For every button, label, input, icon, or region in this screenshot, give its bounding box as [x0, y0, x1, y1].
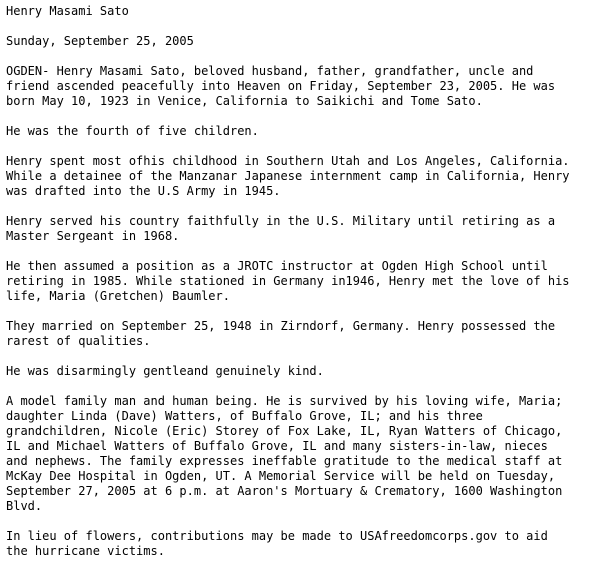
paragraph-line: friend ascended peacefully into Heaven on Friday, September 23, 2005. He was	[6, 79, 556, 93]
paragraph-line: IL and Michael Watters of Buffalo Grove, IL and many sisters-in-law, nieces	[6, 439, 548, 453]
paragraph-line: the hurricane victims.	[6, 544, 165, 558]
paragraph-marriage	[6, 319, 598, 349]
paragraph-jrotc	[6, 259, 598, 304]
paragraph-line: McKay Dee Hospital in Ogden, UT. A Memorial Service will be held on Tuesday,	[6, 469, 556, 483]
paragraph-line: He then assumed a position as a JROTC instructor at Ogden High School until	[6, 259, 548, 273]
paragraph-military	[6, 214, 598, 244]
paragraph-line: rarest of qualities.	[6, 334, 151, 348]
header-name-block	[6, 4, 598, 19]
paragraph-survivors	[6, 394, 598, 514]
paragraph-line: life, Maria (Gretchen) Baumler.	[6, 289, 230, 303]
paragraph-line: retiring in 1985. While stationed in Germany in1946, Henry met the love of his	[6, 274, 570, 288]
paragraph-line: OGDEN- Henry Masami Sato, beloved husband, father, grandfather, uncle and	[6, 64, 534, 78]
obituary-date: Sunday, September 25, 2005	[6, 34, 194, 48]
header-date-block	[6, 34, 598, 49]
paragraph-line: Blvd.	[6, 499, 43, 513]
paragraph-intro	[6, 64, 598, 109]
paragraph-line: Henry spent most ofhis childhood in Southern Utah and Los Angeles, California.	[6, 154, 570, 168]
paragraph-line: and nephews. The family expresses ineffable gratitude to the medical staff at	[6, 454, 563, 468]
paragraph-childhood	[6, 154, 598, 199]
paragraph-line: A model family man and human being. He is survived by his loving wife, Maria;	[6, 394, 563, 408]
paragraph-line: daughter Linda (Dave) Watters, of Buffalo Grove, IL; and his three	[6, 409, 483, 423]
paragraph-kindness	[6, 364, 598, 379]
paragraph-children	[6, 124, 598, 139]
paragraph-line: While a detainee of the Manzanar Japanese internment camp in California, Henry	[6, 169, 570, 183]
paragraph-line: In lieu of flowers, contributions may be made to USAfreedomcorps.gov to aid	[6, 529, 548, 543]
obituary-name: Henry Masami Sato	[6, 4, 129, 18]
paragraph-donations	[6, 529, 598, 559]
paragraph-line: was drafted into the U.S Army in 1945.	[6, 184, 281, 198]
paragraph-line: They married on September 25, 1948 in Zirndorf, Germany. Henry possessed the	[6, 319, 556, 333]
paragraph-line: He was the fourth of five children.	[6, 124, 259, 138]
paragraph-line: born May 10, 1923 in Venice, California to Saikichi and Tome Sato.	[6, 94, 483, 108]
paragraph-line: Master Sergeant in 1968.	[6, 229, 180, 243]
paragraph-line: Henry served his country faithfully in the U.S. Military until retiring as a	[6, 214, 556, 228]
paragraph-line: He was disarmingly gentleand genuinely kind.	[6, 364, 324, 378]
paragraph-line: grandchildren, Nicole (Eric) Storey of Fox Lake, IL, Ryan Watters of Chicago,	[6, 424, 563, 438]
paragraph-line: September 27, 2005 at 6 p.m. at Aaron's Mortuary & Crematory, 1600 Washington	[6, 484, 563, 498]
